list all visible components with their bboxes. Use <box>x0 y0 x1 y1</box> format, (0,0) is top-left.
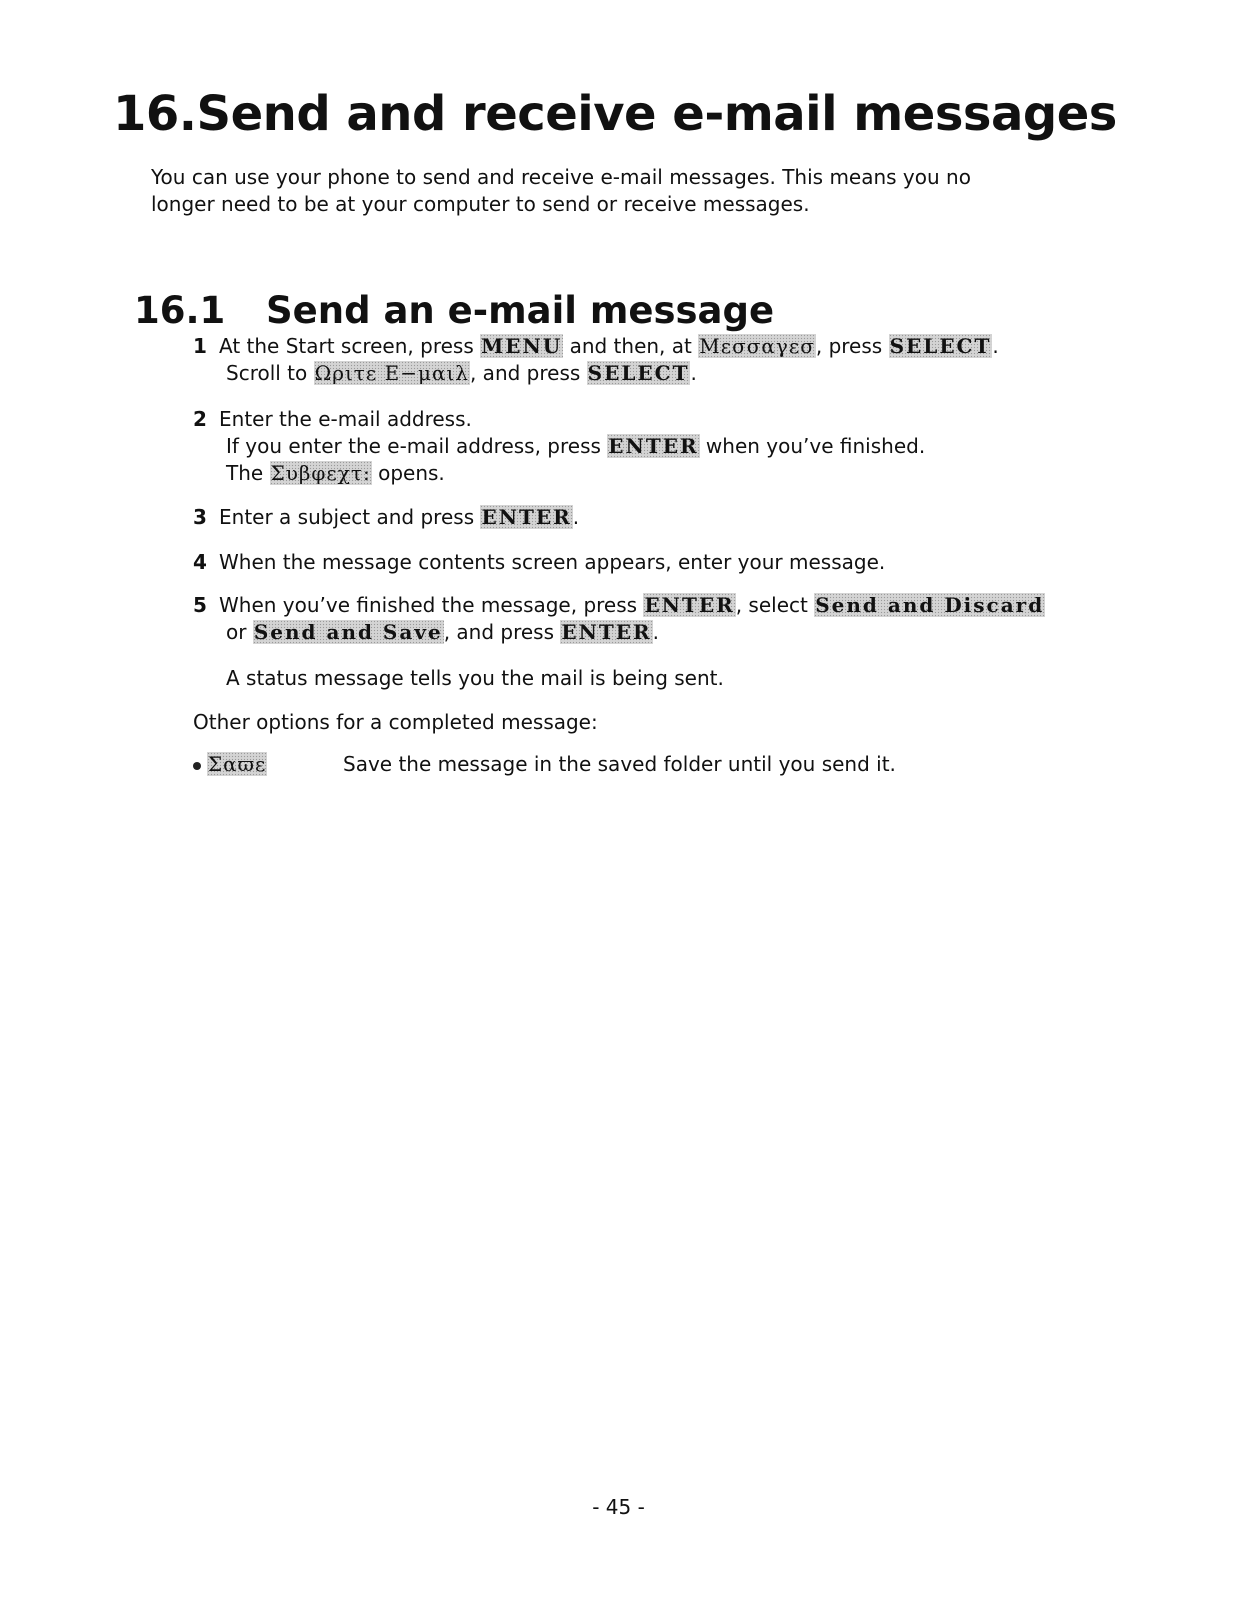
step-text: or <box>226 620 253 644</box>
section-number: 16.1 <box>134 289 226 332</box>
step-5-continued <box>193 619 1045 646</box>
step-text: . <box>992 334 999 358</box>
step-text: , and press <box>443 620 561 644</box>
bullet-icon <box>193 762 201 770</box>
page-number: - 45 - <box>592 1495 645 1519</box>
step-text: , and press <box>469 361 587 385</box>
page-title: 16.Send and receive e-mail messages <box>113 86 1117 142</box>
key-select: SELECT <box>587 361 690 385</box>
bullet-item-save <box>193 751 896 778</box>
step-number: 4 <box>193 550 207 574</box>
step-1 <box>193 333 999 387</box>
step-text: The <box>226 461 270 485</box>
step-number: 3 <box>193 505 207 529</box>
step-5 <box>193 592 1045 646</box>
option-send-and-save: Send and Save <box>253 620 443 644</box>
option-send-and-discard: Send and Discard <box>815 593 1045 617</box>
step-text: Enter the e-mail address. <box>219 407 472 431</box>
screen-subject: Συβφεχτ: <box>270 461 371 485</box>
section-heading <box>134 288 774 334</box>
intro-paragraph <box>151 164 1111 218</box>
other-options-label: Other options for a completed message: <box>193 710 598 734</box>
key-menu: MENU <box>481 334 563 358</box>
step-2-continued-2 <box>193 460 925 487</box>
key-select: SELECT <box>889 334 992 358</box>
key-enter: ENTER <box>608 434 699 458</box>
step-text: When you’ve finished the message, press <box>219 593 644 617</box>
key-enter: ENTER <box>561 620 652 644</box>
step-text: Enter a subject and press <box>219 505 481 529</box>
step-2-continued <box>193 433 925 460</box>
step-text: , press <box>815 334 889 358</box>
step-number: 5 <box>193 593 207 617</box>
menu-option-write-email: Ωριτε Ε−μαιλ <box>314 361 469 385</box>
step-number: 1 <box>193 334 207 358</box>
step-text: , select <box>735 593 815 617</box>
bullet-description: Save the message in the saved folder until you send it. <box>343 752 896 776</box>
step-1-continued <box>193 360 999 387</box>
step-text: . <box>690 361 697 385</box>
intro-line-1: You can use your phone to send and receive e-mail messages. This means you no <box>151 165 971 189</box>
menu-option-messages: Μεσσαγεσ <box>699 334 815 358</box>
intro-line-2: longer need to be at your computer to send or receive messages. <box>151 192 810 216</box>
step-text: . <box>572 505 580 529</box>
key-enter: ENTER <box>481 505 572 529</box>
step-4 <box>193 549 885 576</box>
step-text: . <box>652 620 660 644</box>
key-enter: ENTER <box>644 593 735 617</box>
step-number: 2 <box>193 407 207 431</box>
step-text: and then, at <box>563 334 699 358</box>
step-text: opens. <box>371 461 445 485</box>
step-text: At the Start screen, press <box>219 334 481 358</box>
step-2 <box>193 406 925 487</box>
step-text: When the message contents screen appears, enter your message. <box>219 550 886 574</box>
step-text: when you’ve finished. <box>699 434 926 458</box>
section-title: Send an e-mail message <box>266 289 775 332</box>
step-text: If you enter the e-mail address, press <box>226 434 608 458</box>
option-save: Σαϖε <box>208 752 267 776</box>
step-3 <box>193 504 579 531</box>
status-note: A status message tells you the mail is being sent. <box>226 666 724 690</box>
step-text: Scroll to <box>226 361 314 385</box>
